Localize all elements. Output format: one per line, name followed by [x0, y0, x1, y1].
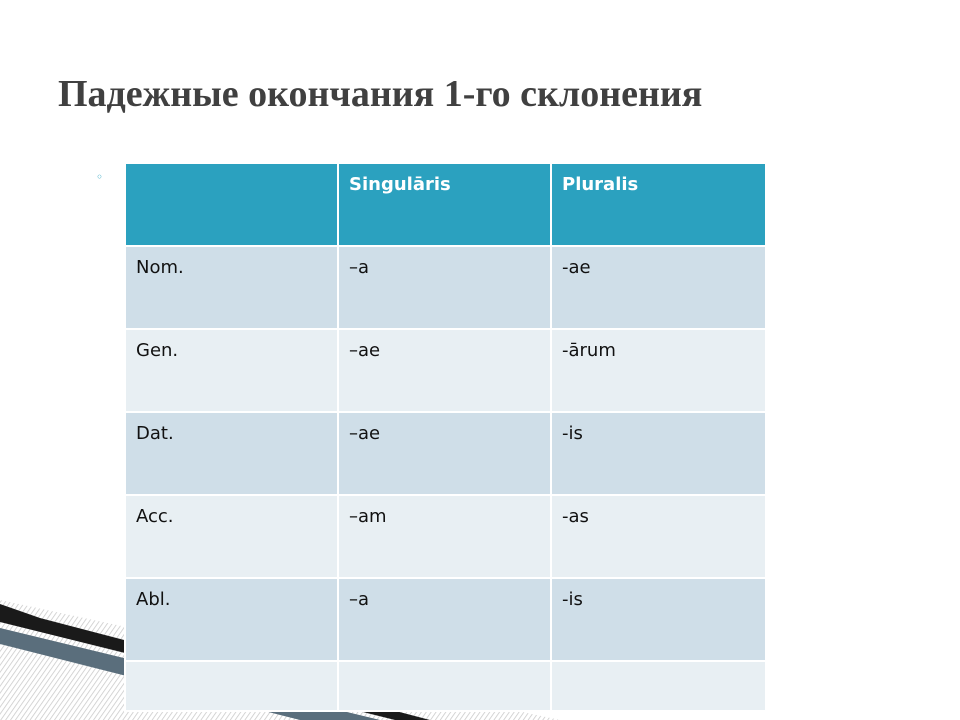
plural-ending: -is	[551, 412, 766, 495]
singular-ending: –a	[338, 246, 551, 329]
empty-cell	[338, 661, 551, 711]
case-label: Acc.	[125, 495, 338, 578]
table-row-gen	[125, 329, 766, 412]
plural-ending: -ārum	[551, 329, 766, 412]
header-singularis: Singulāris	[338, 163, 551, 246]
singular-ending: –am	[338, 495, 551, 578]
case-label: Abl.	[125, 578, 338, 661]
plural-ending: -ae	[551, 246, 766, 329]
case-label: Gen.	[125, 329, 338, 412]
case-label: Nom.	[125, 246, 338, 329]
table-row-abl	[125, 578, 766, 661]
table-row-empty	[125, 661, 766, 711]
empty-cell	[551, 661, 766, 711]
header-pluralis: Pluralis	[551, 163, 766, 246]
table-header-row	[125, 163, 766, 246]
table-row-nom	[125, 246, 766, 329]
singular-ending: –a	[338, 578, 551, 661]
case-label: Dat.	[125, 412, 338, 495]
bullet-marker: ◦	[96, 170, 104, 184]
plural-ending: -as	[551, 495, 766, 578]
header-empty-cell	[125, 163, 338, 246]
empty-cell	[125, 661, 338, 711]
singular-ending: –ae	[338, 412, 551, 495]
page-title: Падежные окончания 1-го склонения	[58, 73, 703, 115]
table-row-dat	[125, 412, 766, 495]
table-row-acc	[125, 495, 766, 578]
plural-ending: -is	[551, 578, 766, 661]
singular-ending: –ae	[338, 329, 551, 412]
declension-table	[124, 162, 767, 712]
